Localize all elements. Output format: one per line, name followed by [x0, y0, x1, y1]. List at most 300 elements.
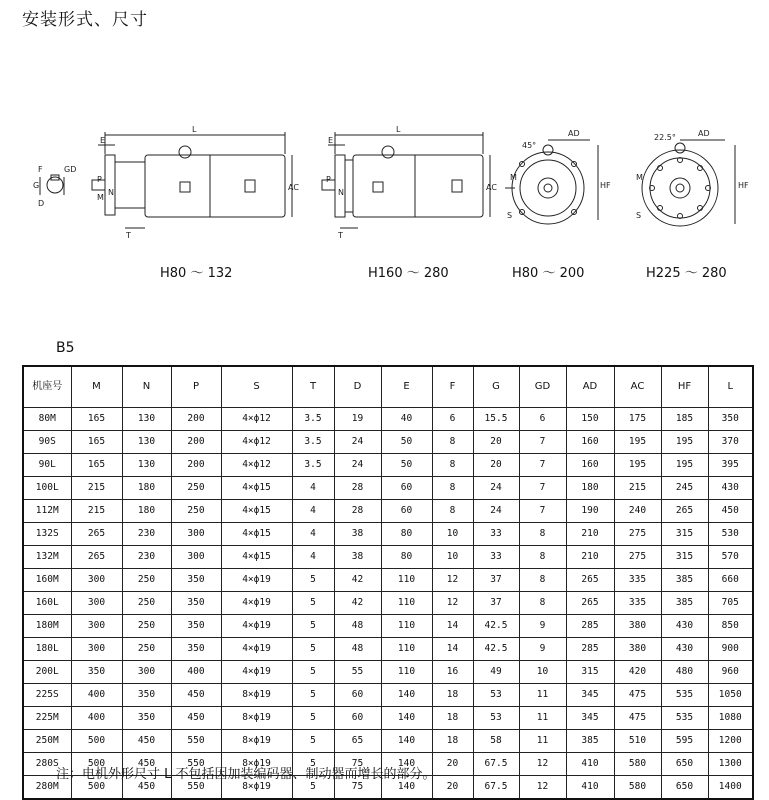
table-cell: 42: [334, 592, 381, 615]
table-cell: 550: [171, 730, 221, 753]
motor-dimension-drawings: [0, 120, 769, 250]
table-cell: 265: [71, 523, 122, 546]
table-cell: 28: [334, 477, 381, 500]
table-cell: 190: [566, 500, 614, 523]
table-cell: 8×ϕ19: [221, 776, 292, 800]
table-cell: 595: [661, 730, 708, 753]
table-row: [23, 569, 753, 592]
table-cell: 8: [519, 523, 566, 546]
table-cell: 18: [432, 684, 473, 707]
table-cell: 110: [381, 615, 432, 638]
table-cell: 500: [71, 753, 122, 776]
table-cell: 200: [171, 408, 221, 431]
table-cell: 8×ϕ19: [221, 753, 292, 776]
label-G: G: [33, 181, 40, 190]
label-F: F: [38, 165, 43, 174]
table-cell: 4×ϕ19: [221, 592, 292, 615]
table-row: [23, 454, 753, 477]
table-cell: 112M: [23, 500, 71, 523]
table-cell: 535: [661, 684, 708, 707]
table-cell: 8: [432, 431, 473, 454]
table-cell: 11: [519, 730, 566, 753]
column-header: HF: [661, 366, 708, 408]
table-cell: 450: [122, 753, 171, 776]
table-cell: 4×ϕ19: [221, 661, 292, 684]
table-cell: 16: [432, 661, 473, 684]
label-AC-2: AC: [486, 183, 497, 192]
table-cell: 580: [614, 776, 661, 800]
caption-h80-132: H80 ～ 132: [160, 266, 233, 281]
table-cell: 67.5: [473, 753, 519, 776]
label-AC-1: AC: [288, 183, 299, 192]
table-cell: 160M: [23, 569, 71, 592]
table-cell: 5: [292, 638, 334, 661]
table-cell: 19: [334, 408, 381, 431]
table-cell: 132S: [23, 523, 71, 546]
table-cell: 3.5: [292, 454, 334, 477]
table-cell: 250: [122, 592, 171, 615]
table-cell: 24: [473, 500, 519, 523]
table-cell: 480: [661, 661, 708, 684]
table-row: [23, 592, 753, 615]
table-cell: 10: [519, 661, 566, 684]
table-cell: 130: [122, 408, 171, 431]
table-cell: 20: [432, 776, 473, 800]
table-cell: 240: [614, 500, 661, 523]
table-cell: 410: [566, 753, 614, 776]
table-cell: 370: [708, 431, 753, 454]
table-cell: 75: [334, 776, 381, 800]
table-cell: 315: [661, 523, 708, 546]
table-cell: 28: [334, 500, 381, 523]
table-cell: 53: [473, 684, 519, 707]
table-cell: 4: [292, 500, 334, 523]
table-cell: 165: [71, 454, 122, 477]
column-header: T: [292, 366, 334, 408]
column-header: E: [381, 366, 432, 408]
table-cell: 900: [708, 638, 753, 661]
table-cell: 350: [171, 569, 221, 592]
table-cell: 8: [432, 477, 473, 500]
table-cell: 4×ϕ12: [221, 431, 292, 454]
table-cell: 535: [661, 707, 708, 730]
table-cell: 160L: [23, 592, 71, 615]
table-cell: 15.5: [473, 408, 519, 431]
table-cell: 380: [614, 615, 661, 638]
table-row: [23, 615, 753, 638]
table-cell: 100L: [23, 477, 71, 500]
table-cell: 250: [122, 615, 171, 638]
table-cell: 55: [334, 661, 381, 684]
table-cell: 24: [334, 431, 381, 454]
table-cell: 65: [334, 730, 381, 753]
table-cell: 315: [566, 661, 614, 684]
table-cell: 5: [292, 707, 334, 730]
table-cell: 5: [292, 592, 334, 615]
table-cell: 185: [661, 408, 708, 431]
column-header: 机座号: [23, 366, 71, 408]
table-row: [23, 431, 753, 454]
table-cell: 18: [432, 707, 473, 730]
section-label: B5: [56, 340, 75, 356]
table-cell: 110: [381, 661, 432, 684]
column-header: P: [171, 366, 221, 408]
table-cell: 850: [708, 615, 753, 638]
table-cell: 11: [519, 684, 566, 707]
table-cell: 280S: [23, 753, 71, 776]
table-cell: 20: [473, 454, 519, 477]
table-cell: 510: [614, 730, 661, 753]
table-row: [23, 500, 753, 523]
label-S-2: S: [636, 211, 642, 220]
table-cell: 275: [614, 523, 661, 546]
motor-end-view-1: [505, 140, 598, 224]
table-cell: 350: [71, 661, 122, 684]
table-cell: 250: [122, 638, 171, 661]
table-cell: 3.5: [292, 408, 334, 431]
table-cell: 42: [334, 569, 381, 592]
table-cell: 6: [519, 408, 566, 431]
table-row: [23, 546, 753, 569]
column-header: F: [432, 366, 473, 408]
table-cell: 530: [708, 523, 753, 546]
table-cell: 24: [473, 477, 519, 500]
column-header: S: [221, 366, 292, 408]
table-cell: 1300: [708, 753, 753, 776]
table-cell: 130: [122, 454, 171, 477]
table-cell: 195: [661, 431, 708, 454]
table-cell: 350: [708, 408, 753, 431]
table-cell: 650: [661, 753, 708, 776]
table-cell: 450: [171, 684, 221, 707]
table-cell: 450: [122, 730, 171, 753]
table-cell: 200: [171, 431, 221, 454]
table-cell: 650: [661, 776, 708, 800]
label-AD-1: AD: [568, 129, 580, 138]
table-cell: 80: [381, 523, 432, 546]
table-cell: 8×ϕ19: [221, 707, 292, 730]
table-cell: 475: [614, 707, 661, 730]
table-cell: 5: [292, 569, 334, 592]
table-cell: 42.5: [473, 615, 519, 638]
table-cell: 12: [432, 592, 473, 615]
table-cell: 500: [71, 730, 122, 753]
table-cell: 160: [566, 454, 614, 477]
table-cell: 4: [292, 523, 334, 546]
table-cell: 75: [334, 753, 381, 776]
table-cell: 385: [661, 592, 708, 615]
label-HF-2: HF: [738, 181, 749, 190]
table-cell: 10: [432, 523, 473, 546]
table-cell: 132M: [23, 546, 71, 569]
label-N-1: N: [108, 188, 114, 197]
table-cell: 300: [171, 523, 221, 546]
table-cell: 570: [708, 546, 753, 569]
label-P-1: P: [97, 175, 102, 184]
table-cell: 8: [432, 454, 473, 477]
table-cell: 430: [708, 477, 753, 500]
table-cell: 8×ϕ19: [221, 730, 292, 753]
label-T-2: T: [338, 231, 343, 240]
table-cell: 275: [614, 546, 661, 569]
table-cell: 315: [661, 546, 708, 569]
table-cell: 48: [334, 615, 381, 638]
table-cell: 1200: [708, 730, 753, 753]
caption-h225-280: H225 ～ 280: [646, 266, 727, 281]
table-cell: 8: [519, 569, 566, 592]
table-cell: 110: [381, 569, 432, 592]
label-P-2: P: [326, 175, 331, 184]
table-cell: 37: [473, 592, 519, 615]
table-cell: 285: [566, 638, 614, 661]
label-angle-22: 22.5°: [654, 133, 676, 142]
table-cell: 140: [381, 776, 432, 800]
table-cell: 245: [661, 477, 708, 500]
table-cell: 500: [71, 776, 122, 800]
table-row: [23, 638, 753, 661]
table-cell: 195: [614, 454, 661, 477]
table-cell: 250: [171, 477, 221, 500]
table-cell: 300: [71, 569, 122, 592]
table-cell: 37: [473, 569, 519, 592]
table-cell: 400: [71, 684, 122, 707]
table-cell: 12: [519, 776, 566, 800]
table-cell: 550: [171, 776, 221, 800]
table-cell: 9: [519, 638, 566, 661]
table-cell: 265: [661, 500, 708, 523]
table-cell: 60: [381, 500, 432, 523]
table-cell: 450: [122, 776, 171, 800]
motor-end-view-2: [642, 140, 735, 226]
table-cell: 7: [519, 454, 566, 477]
table-cell: 8×ϕ19: [221, 684, 292, 707]
table-cell: 225S: [23, 684, 71, 707]
caption-h80-200: H80 ～ 200: [512, 266, 585, 281]
table-cell: 14: [432, 615, 473, 638]
table-cell: 50: [381, 454, 432, 477]
table-cell: 110: [381, 638, 432, 661]
table-cell: 4×ϕ15: [221, 523, 292, 546]
table-cell: 395: [708, 454, 753, 477]
table-cell: 33: [473, 546, 519, 569]
table-row: [23, 730, 753, 753]
table-cell: 4×ϕ15: [221, 477, 292, 500]
table-cell: 215: [71, 500, 122, 523]
table-cell: 550: [171, 753, 221, 776]
table-cell: 1080: [708, 707, 753, 730]
table-cell: 580: [614, 753, 661, 776]
label-L-1: L: [192, 125, 197, 134]
table-cell: 110: [381, 592, 432, 615]
table-cell: 12: [432, 569, 473, 592]
table-cell: 60: [381, 477, 432, 500]
table-cell: 58: [473, 730, 519, 753]
table-cell: 345: [566, 707, 614, 730]
table-cell: 130: [122, 431, 171, 454]
table-cell: 420: [614, 661, 661, 684]
table-cell: 300: [71, 592, 122, 615]
label-M-4: M: [636, 173, 643, 182]
table-cell: 180L: [23, 638, 71, 661]
table-cell: 300: [71, 638, 122, 661]
table-cell: 5: [292, 776, 334, 800]
table-cell: 450: [171, 707, 221, 730]
table-cell: 200L: [23, 661, 71, 684]
table-cell: 350: [171, 592, 221, 615]
table-cell: 80M: [23, 408, 71, 431]
table-cell: 90S: [23, 431, 71, 454]
table-row: [23, 477, 753, 500]
dimension-table: [22, 365, 754, 800]
label-GD: GD: [64, 165, 77, 174]
table-cell: 180: [566, 477, 614, 500]
table-cell: 140: [381, 684, 432, 707]
page-title: 安装形式、尺寸: [22, 10, 148, 30]
shaft-key-detail: [40, 175, 64, 195]
table-cell: 400: [171, 661, 221, 684]
table-cell: 5: [292, 730, 334, 753]
table-cell: 4×ϕ19: [221, 638, 292, 661]
column-header: N: [122, 366, 171, 408]
table-cell: 10: [432, 546, 473, 569]
column-header: M: [71, 366, 122, 408]
table-cell: 160: [566, 431, 614, 454]
table-cell: 11: [519, 707, 566, 730]
table-cell: 60: [334, 707, 381, 730]
table-cell: 8: [432, 500, 473, 523]
label-HF-1: HF: [600, 181, 611, 190]
table-cell: 5: [292, 753, 334, 776]
motor-side-view-1: [92, 132, 292, 228]
table-cell: 4: [292, 546, 334, 569]
table-cell: 42.5: [473, 638, 519, 661]
motor-side-view-2: [322, 132, 490, 228]
table-cell: 8: [519, 592, 566, 615]
table-body: [23, 408, 753, 800]
label-S-1: S: [507, 211, 513, 220]
table-cell: 385: [566, 730, 614, 753]
table-cell: 48: [334, 638, 381, 661]
caption-h160-280: H160 ～ 280: [368, 266, 449, 281]
table-cell: 285: [566, 615, 614, 638]
table-cell: 210: [566, 546, 614, 569]
table-cell: 335: [614, 592, 661, 615]
table-cell: 5: [292, 661, 334, 684]
table-cell: 14: [432, 638, 473, 661]
table-cell: 175: [614, 408, 661, 431]
table-cell: 400: [71, 707, 122, 730]
table-cell: 18: [432, 730, 473, 753]
table-row: [23, 684, 753, 707]
table-cell: 660: [708, 569, 753, 592]
column-header: D: [334, 366, 381, 408]
label-T-1: T: [126, 231, 131, 240]
table-cell: 300: [122, 661, 171, 684]
table-cell: 5: [292, 684, 334, 707]
table-cell: 250: [122, 569, 171, 592]
label-M-3: M: [510, 173, 517, 182]
table-cell: 4×ϕ19: [221, 615, 292, 638]
table-cell: 4×ϕ12: [221, 408, 292, 431]
table-cell: 250M: [23, 730, 71, 753]
label-angle-45: 45°: [522, 141, 537, 150]
table-cell: 140: [381, 730, 432, 753]
table-cell: 350: [171, 615, 221, 638]
table-cell: 4: [292, 477, 334, 500]
table-cell: 430: [661, 638, 708, 661]
table-cell: 53: [473, 707, 519, 730]
table-cell: 3.5: [292, 431, 334, 454]
column-header: AC: [614, 366, 661, 408]
table-cell: 33: [473, 523, 519, 546]
table-cell: 350: [122, 707, 171, 730]
table-cell: 705: [708, 592, 753, 615]
table-cell: 350: [171, 638, 221, 661]
table-cell: 8: [519, 546, 566, 569]
table-cell: 195: [661, 454, 708, 477]
table-row: [23, 661, 753, 684]
table-cell: 300: [171, 546, 221, 569]
table-cell: 1050: [708, 684, 753, 707]
table-cell: 210: [566, 523, 614, 546]
table-cell: 385: [661, 569, 708, 592]
table-cell: 67.5: [473, 776, 519, 800]
table-cell: 6: [432, 408, 473, 431]
table-cell: 165: [71, 408, 122, 431]
table-cell: 215: [614, 477, 661, 500]
table-cell: 4×ϕ15: [221, 546, 292, 569]
table-cell: 90L: [23, 454, 71, 477]
column-header: AD: [566, 366, 614, 408]
label-N-2: N: [338, 188, 344, 197]
table-cell: 4×ϕ15: [221, 500, 292, 523]
table-row: [23, 523, 753, 546]
table-cell: 335: [614, 569, 661, 592]
table-cell: 380: [614, 638, 661, 661]
table-cell: 20: [473, 431, 519, 454]
table-cell: 180: [122, 477, 171, 500]
table-cell: 7: [519, 500, 566, 523]
table-cell: 180: [122, 500, 171, 523]
table-cell: 450: [708, 500, 753, 523]
table-cell: 40: [381, 408, 432, 431]
label-D: D: [38, 199, 45, 208]
table-cell: 230: [122, 523, 171, 546]
table-cell: 4×ϕ19: [221, 569, 292, 592]
label-M-1: M: [97, 193, 104, 202]
table-header-row: [23, 366, 753, 408]
label-AD-2: AD: [698, 129, 710, 138]
table-cell: 140: [381, 707, 432, 730]
table-cell: 9: [519, 615, 566, 638]
label-E-1: E: [100, 136, 106, 145]
table-cell: 345: [566, 684, 614, 707]
table-cell: 5: [292, 615, 334, 638]
table-cell: 410: [566, 776, 614, 800]
table-cell: 230: [122, 546, 171, 569]
table-cell: 60: [334, 684, 381, 707]
table-cell: 12: [519, 753, 566, 776]
table-cell: 960: [708, 661, 753, 684]
table-cell: 265: [566, 569, 614, 592]
table-cell: 1400: [708, 776, 753, 800]
table-cell: 195: [614, 431, 661, 454]
table-cell: 50: [381, 431, 432, 454]
table-cell: 150: [566, 408, 614, 431]
table-cell: 80: [381, 546, 432, 569]
table-cell: 280M: [23, 776, 71, 800]
table-cell: 430: [661, 615, 708, 638]
